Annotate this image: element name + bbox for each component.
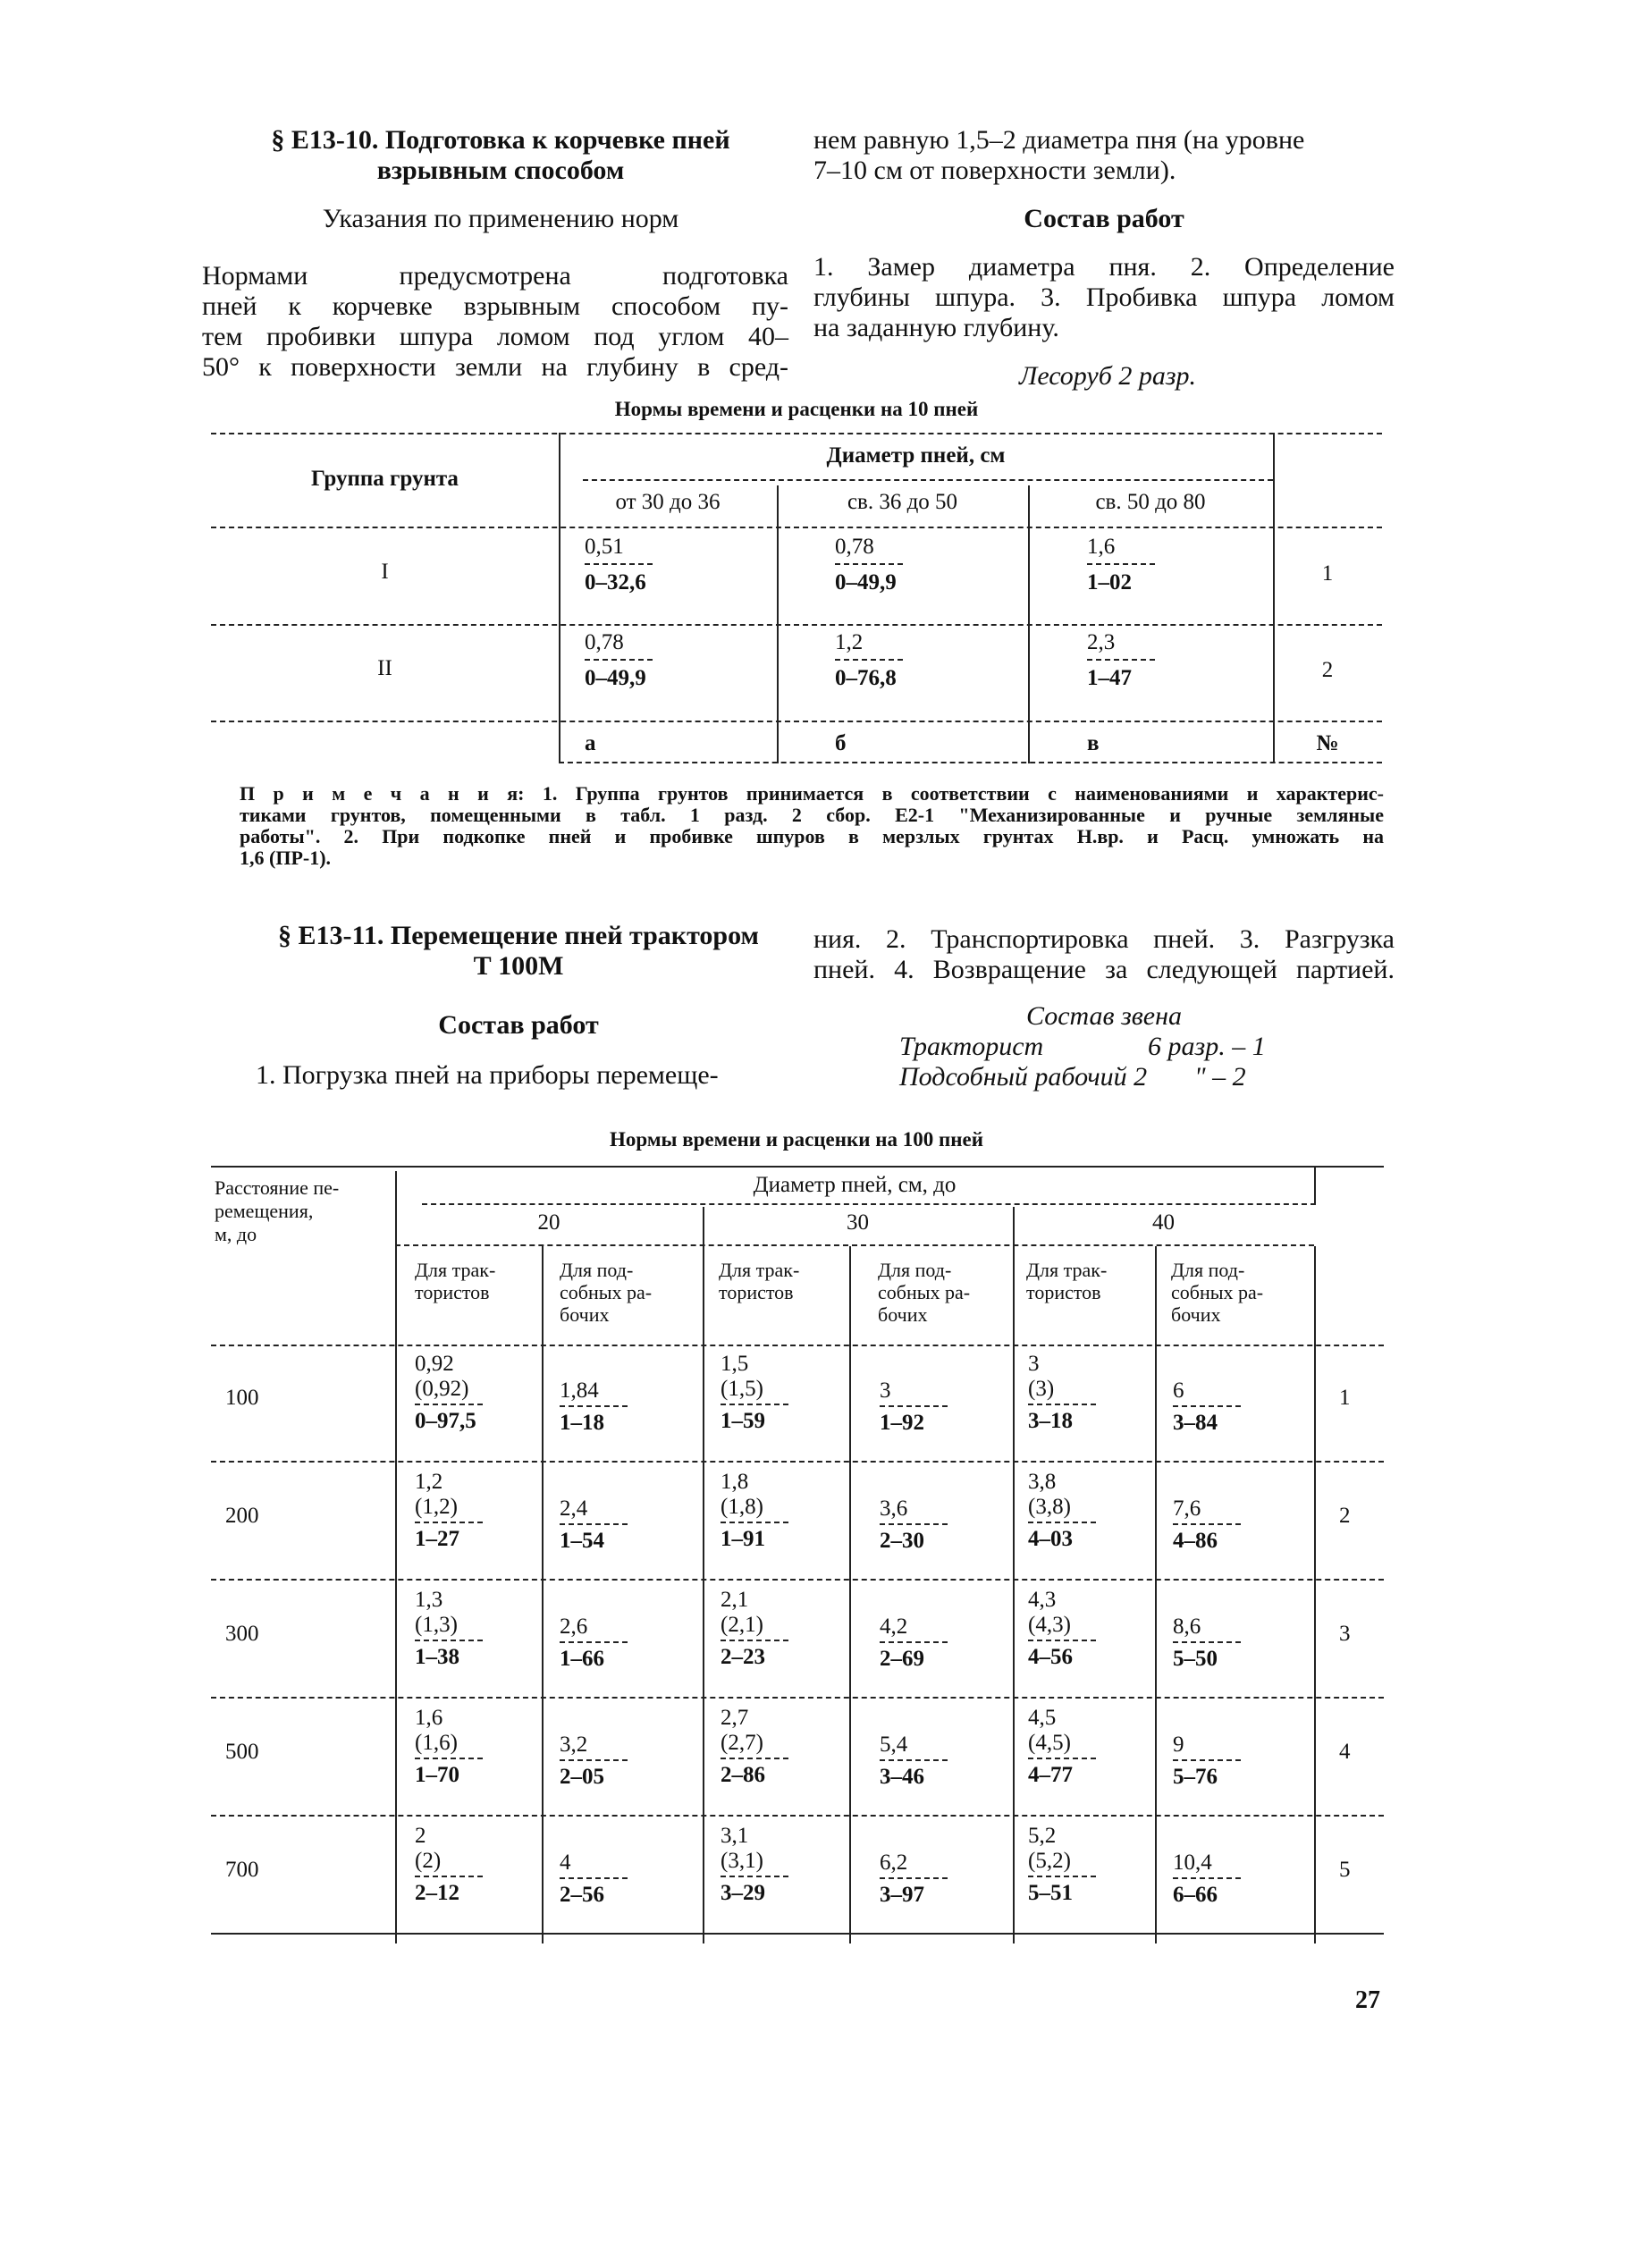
norm-fraction: 1,6 (1,6) 1–70 bbox=[415, 1706, 483, 1788]
section10-subtitle: Указания по применению норм bbox=[322, 204, 679, 233]
norm-fraction: 0,92 (0,92) 0–97,5 bbox=[415, 1352, 483, 1434]
distance-header: Расстояние пе- ремещения, м, до bbox=[215, 1176, 340, 1245]
subheader-helper: Для под- собных ра- бочих bbox=[1171, 1259, 1264, 1326]
norm-fraction: 2,3 1–47 bbox=[1087, 630, 1155, 691]
row-number: 3 bbox=[1339, 1622, 1351, 1646]
norm-fraction: 1,84 1–18 bbox=[560, 1379, 628, 1436]
norm-fraction: 3 (3) 3–18 bbox=[1028, 1352, 1096, 1434]
norm-fraction: 1,2 0–76,8 bbox=[835, 630, 903, 691]
norm-fraction: 3,2 2–05 bbox=[560, 1733, 628, 1790]
column-letter: а bbox=[585, 731, 596, 755]
row-number: 2 bbox=[1321, 658, 1334, 682]
norm-fraction: 1,5 (1,5) 1–59 bbox=[721, 1352, 788, 1434]
norm-fraction: 9 5–76 bbox=[1173, 1733, 1241, 1790]
diameter-value: 20 bbox=[537, 1210, 560, 1235]
norm-fraction: 4,3 (4,3) 4–56 bbox=[1028, 1588, 1096, 1670]
paragraph-line: пней. 4. Возвращение за следующей партией. bbox=[813, 955, 1395, 984]
row-number: 4 bbox=[1339, 1740, 1351, 1764]
distance-cell: 200 bbox=[225, 1504, 259, 1528]
norm-fraction: 2,6 1–66 bbox=[560, 1615, 628, 1672]
norm-fraction: 1,6 1–02 bbox=[1087, 535, 1155, 595]
norm-fraction: 3,1 (3,1) 3–29 bbox=[721, 1824, 788, 1906]
column-letter: № bbox=[1316, 731, 1339, 755]
paragraph-line: тем пробивки шпура ломом под углом 40– bbox=[202, 322, 788, 351]
subheader-tractor: Для трак- тористов bbox=[1026, 1259, 1108, 1303]
paragraph-line: 1. Замер диаметра пня. 2. Определение bbox=[813, 252, 1395, 282]
norm-fraction: 3,8 (3,8) 4–03 bbox=[1028, 1470, 1096, 1552]
subheader-tractor: Для трак- тористов bbox=[719, 1259, 800, 1303]
page-number: 27 bbox=[1355, 1986, 1380, 2014]
row-number: 1 bbox=[1321, 561, 1334, 586]
paragraph-line: глубины шпура. 3. Пробивка шпура ломом bbox=[813, 282, 1395, 312]
column-header: св. 50 до 80 bbox=[1095, 490, 1206, 514]
group-cell: II bbox=[377, 656, 392, 680]
norm-fraction: 2 (2) 2–12 bbox=[415, 1824, 483, 1906]
paragraph-line: пней к корчевке взрывным способом пу- bbox=[202, 291, 788, 321]
section11-title-line1: § Е13-11. Перемещение пней трактором bbox=[278, 921, 759, 950]
section10-composition bbox=[813, 252, 1395, 343]
crew-grade: 6 разр. – 1 bbox=[1148, 1032, 1266, 1061]
diameter-header: Диаметр пней, см bbox=[826, 443, 1006, 468]
crew-role: Тракторист bbox=[899, 1032, 1044, 1061]
section11-right-text bbox=[813, 924, 1395, 985]
distance-cell: 100 bbox=[225, 1386, 259, 1410]
group-header: Группа грунта bbox=[311, 467, 459, 491]
norm-fraction: 3,6 2–30 bbox=[880, 1497, 948, 1554]
norm-fraction: 4 2–56 bbox=[560, 1851, 628, 1908]
norm-fraction: 7,6 4–86 bbox=[1173, 1497, 1241, 1554]
norm-fraction: 8,6 5–50 bbox=[1173, 1615, 1241, 1672]
section10-right-intro bbox=[813, 125, 1395, 186]
norm-fraction: 1,3 (1,3) 1–38 bbox=[415, 1588, 483, 1670]
row-number: 1 bbox=[1339, 1386, 1351, 1410]
paragraph-line: Нормами предусмотрена подготовка bbox=[202, 261, 788, 291]
distance-cell: 300 bbox=[225, 1622, 259, 1646]
norm-fraction: 0,78 0–49,9 bbox=[585, 630, 653, 691]
section11-title-line2: Т 100М bbox=[473, 951, 564, 981]
section10-worker: Лесоруб 2 разр. bbox=[1019, 361, 1197, 391]
paragraph-line: нем равную 1,5–2 диаметра пня (на уровне bbox=[813, 125, 1305, 155]
norm-fraction: 6,2 3–97 bbox=[880, 1851, 948, 1908]
paragraph-line: ния. 2. Транспортировка пней. 3. Разгрузка bbox=[813, 924, 1395, 954]
norm-fraction: 2,4 1–54 bbox=[560, 1497, 628, 1554]
section10-table-title: Нормы времени и расценки на 10 пней bbox=[614, 398, 979, 420]
note-line: тиками грунтов, помещенными в табл. 1 разд. 2 сбор. Е2-1 "Механизированные и ручные земляные bbox=[240, 804, 1384, 826]
note-line: П р и м е ч а н и я: 1. Группа грунтов принимается в соответствии с наименованиями и характерис- bbox=[240, 782, 1384, 805]
column-letter: б bbox=[835, 731, 847, 755]
norm-fraction: 6 3–84 bbox=[1173, 1379, 1241, 1436]
diameter-header: Диаметр пней, см, до bbox=[753, 1173, 957, 1197]
section11-composition-heading: Состав работ bbox=[438, 1010, 599, 1040]
note-line: 1,6 (ПР-1). bbox=[240, 847, 332, 869]
column-letter: в bbox=[1087, 731, 1100, 755]
group-cell: I bbox=[381, 560, 389, 584]
norm-fraction: 1,2 (1,2) 1–27 bbox=[415, 1470, 483, 1552]
section10-notes bbox=[240, 783, 1384, 869]
norm-fraction: 5,4 3–46 bbox=[880, 1733, 948, 1790]
note-line: работы". 2. При подкопке пней и пробивке шпуров в мерзлых грунтах Н.вр. и Расц. умножать на bbox=[240, 825, 1384, 847]
crew-role: Подсобный рабочий 2 bbox=[899, 1062, 1148, 1092]
column-header: от 30 до 36 bbox=[615, 490, 721, 514]
subheader-tractor: Для трак- тористов bbox=[415, 1259, 496, 1303]
norm-fraction: 4,2 2–69 bbox=[880, 1615, 948, 1672]
norm-fraction: 1,8 (1,8) 1–91 bbox=[721, 1470, 788, 1552]
norm-fraction: 0,51 0–32,6 bbox=[585, 535, 653, 595]
distance-cell: 500 bbox=[225, 1740, 259, 1764]
norm-fraction: 3 1–92 bbox=[880, 1379, 948, 1436]
norm-fraction: 0,78 0–49,9 bbox=[835, 535, 903, 595]
row-number: 2 bbox=[1339, 1504, 1351, 1528]
norm-fraction: 4,5 (4,5) 4–77 bbox=[1028, 1706, 1096, 1788]
diameter-value: 40 bbox=[1152, 1210, 1175, 1235]
section11-left-line: 1. Погрузка пней на приборы перемеще- bbox=[256, 1060, 719, 1090]
column-header: св. 36 до 50 bbox=[847, 490, 958, 514]
norm-fraction: 2,1 (2,1) 2–23 bbox=[721, 1588, 788, 1670]
section10-title-line2: взрывным способом bbox=[376, 156, 625, 185]
distance-cell: 700 bbox=[225, 1858, 259, 1882]
norm-fraction: 5,2 (5,2) 5–51 bbox=[1028, 1824, 1096, 1906]
section10-composition-heading: Состав работ bbox=[1024, 204, 1184, 233]
crew-heading: Состав звена bbox=[1026, 1001, 1183, 1031]
row-number: 5 bbox=[1339, 1858, 1351, 1882]
subheader-helper: Для под- собных ра- бочих bbox=[878, 1259, 971, 1326]
section10-paragraph bbox=[202, 261, 788, 383]
paragraph-line: 7–10 см от поверхности земли). bbox=[813, 156, 1176, 185]
section10-title-line1: § Е13-10. Подготовка к корчевке пней bbox=[271, 125, 730, 155]
section11-table-title: Нормы времени и расценки на 100 пней bbox=[610, 1128, 983, 1151]
norm-fraction: 10,4 6–66 bbox=[1173, 1851, 1241, 1908]
crew-grade: " – 2 bbox=[1194, 1062, 1246, 1092]
paragraph-line: на заданную глубину. bbox=[813, 313, 1059, 342]
diameter-value: 30 bbox=[847, 1210, 869, 1235]
paragraph-line: 50° к поверхности земли на глубину в сред- bbox=[202, 352, 788, 382]
norm-fraction: 2,7 (2,7) 2–86 bbox=[721, 1706, 788, 1788]
subheader-helper: Для под- собных ра- бочих bbox=[560, 1259, 653, 1326]
